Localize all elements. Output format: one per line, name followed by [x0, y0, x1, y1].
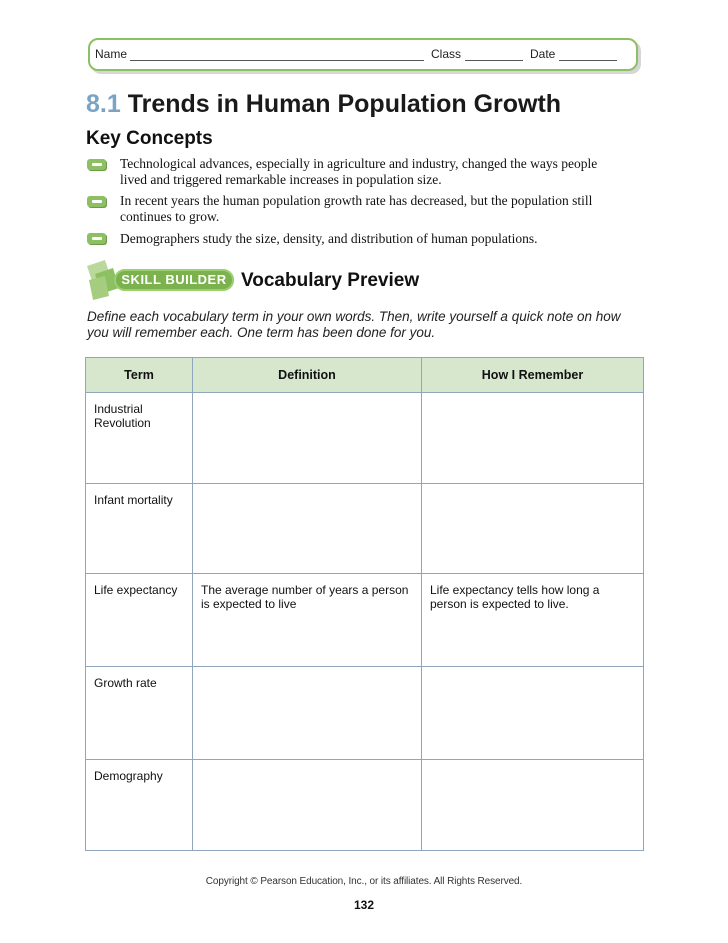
class-label: Class	[431, 47, 462, 61]
key-icon	[87, 196, 106, 207]
instructions: Define each vocabulary term in your own words. Then, write yourself a quick note on how you will remember each. One term has been done for you.	[87, 309, 621, 340]
term-column-header: Term	[86, 358, 193, 393]
vocabulary-table	[85, 357, 644, 851]
section-number: 8.1	[86, 90, 121, 118]
section-title: Trends in Human Population Growth	[127, 90, 562, 118]
name-field[interactable]	[130, 60, 424, 61]
page-number: 132	[353, 898, 375, 912]
term-cell: Life expectancy	[86, 574, 193, 667]
table-row	[86, 667, 644, 760]
definition-cell[interactable]: The average number of years a person is expected to live	[193, 574, 422, 667]
vocabulary-preview-title: Vocabulary Preview	[241, 270, 420, 291]
term-cell: Growth rate	[86, 667, 193, 760]
table-row	[86, 760, 644, 851]
remember-cell[interactable]	[422, 484, 644, 574]
remember-column-header: How I Remember	[422, 358, 644, 393]
name-label: Name	[95, 47, 128, 61]
key-concept-item: Technological advances, especially in agriculture and industry, changed the ways people lived and triggered remarkable increases in population size.	[120, 156, 598, 187]
definition-column-header: Definition	[193, 358, 422, 393]
definition-cell[interactable]	[193, 393, 422, 484]
table-row	[86, 393, 644, 484]
definition-cell[interactable]	[193, 484, 422, 574]
remember-cell[interactable]	[422, 667, 644, 760]
term-cell: Infant mortality	[86, 484, 193, 574]
table-row	[86, 484, 644, 574]
remember-cell[interactable]	[422, 393, 644, 484]
remember-cell[interactable]: Life expectancy tells how long a person is expected to live.	[422, 574, 644, 667]
date-label: Date	[530, 47, 556, 61]
page-title	[86, 90, 561, 119]
remember-cell[interactable]	[422, 760, 644, 851]
definition-cell[interactable]	[193, 760, 422, 851]
term-cell: Demography	[86, 760, 193, 851]
date-field[interactable]	[559, 60, 617, 61]
key-concepts-heading: Key Concepts	[86, 128, 213, 149]
table-row	[86, 574, 644, 667]
key-concept-item: Demographers study the size, density, and distribution of human populations.	[120, 231, 538, 246]
table-header-row	[86, 358, 644, 393]
term-cell: Industrial Revolution	[86, 393, 193, 484]
copyright-notice: Copyright © Pearson Education, Inc., or its affiliates. All Rights Reserved.	[205, 876, 523, 887]
definition-cell[interactable]	[193, 667, 422, 760]
key-icon	[87, 159, 106, 170]
key-icon	[87, 233, 106, 244]
class-field[interactable]	[465, 60, 523, 61]
skill-builder-badge: SKILL BUILDER	[114, 269, 234, 291]
key-concept-item: In recent years the human population growth rate has decreased, but the population still continues to grow.	[120, 193, 593, 224]
name-class-date-bar	[88, 38, 638, 71]
